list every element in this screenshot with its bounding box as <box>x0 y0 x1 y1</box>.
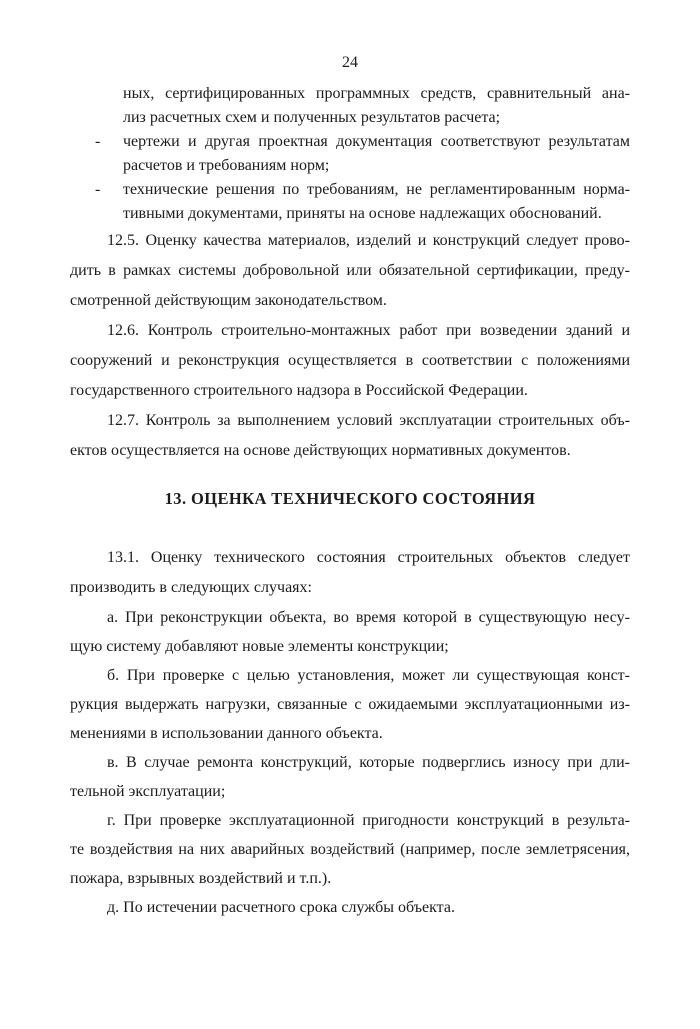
list-item-line: тивными документами, приняты на основе надлежащих обоснований. <box>123 205 602 222</box>
paragraph-line: д. По истечении расчетного срока службы объекта. <box>107 899 455 916</box>
paragraph-line: государственного строительного надзора в Российской Федерации. <box>70 382 528 399</box>
case-item-a <box>70 603 630 661</box>
requirements-list <box>70 82 630 226</box>
paragraph-line: дить в рамках системы добровольной или обязательной сертификации, преду- <box>70 262 630 279</box>
paragraph-12-7 <box>70 406 630 466</box>
paragraph-line: рукция выдержать нагрузки, связанные с ожидаемыми эксплуатационными из- <box>70 696 630 713</box>
list-item-line: чертежи и другая проектная документация соответствуют результатам <box>123 133 630 150</box>
list-item-continuation <box>70 82 630 130</box>
paragraph-12-5 <box>70 226 630 316</box>
page-number: 24 <box>342 54 358 71</box>
case-item-v <box>70 748 630 806</box>
paragraph-line: 12.7. Контроль за выполнением условий эксплуатации строительных объ- <box>107 412 630 429</box>
paragraph-line: щую систему добавляют новые элементы конструкции; <box>70 638 449 655</box>
case-item-d <box>70 893 630 922</box>
paragraph-line: 12.5. Оценку качества материалов, изделий и конструкций следует прово- <box>107 232 630 249</box>
paragraph-line: г. При проверке эксплуатационной пригодности конструкций в результа- <box>107 812 630 829</box>
paragraph-line: производить в следующих случаях: <box>70 579 312 596</box>
list-item-line: лиз расчетных схем и полученных результатов расчета; <box>123 109 501 126</box>
list-item-line: технические решения по требованиям, не регламентированным норма- <box>123 181 630 198</box>
paragraph-13-1 <box>70 543 630 603</box>
list-item <box>70 178 630 226</box>
list-item <box>70 130 630 178</box>
paragraph-line: 13.1. Оценку технического состояния строительных объектов следует <box>107 549 630 566</box>
page-content <box>70 82 630 922</box>
paragraph-12-6 <box>70 316 630 406</box>
paragraph-line: менениями в использовании данного объекта. <box>70 725 383 742</box>
paragraph-line: смотренной действующим законодательством. <box>70 292 387 309</box>
dash-bullet: - <box>95 181 101 198</box>
list-item-line: ных, сертифицированных программных средств, сравнительный ана- <box>123 85 630 102</box>
paragraph-line: ектов осуществляется на основе действующих нормативных документов. <box>70 442 571 459</box>
paragraph-line: те воздействия на них аварийных воздействий (например, после землетрясения, <box>70 841 630 858</box>
paragraph-line: сооружений и реконструкция осуществляется в соответствии с положениями <box>70 352 630 369</box>
paragraph-line: б. При проверке с целью установления, может ли существующая конст- <box>107 667 630 684</box>
section-13-heading: 13. ОЦЕНКА ТЕХНИЧЕСКОГО СОСТОЯНИЯ <box>164 489 536 508</box>
paragraph-line: 12.6. Контроль строительно-монтажных работ при возведении зданий и <box>107 322 630 339</box>
dash-bullet: - <box>95 133 101 150</box>
paragraph-line: пожара, взрывных воздействий и т.п.). <box>70 870 332 887</box>
case-item-b <box>70 661 630 748</box>
paragraph-line: тельной эксплуатации; <box>70 783 226 800</box>
paragraph-line: а. При реконструкции объекта, во время которой в существующую несу- <box>107 609 630 626</box>
list-item-line: расчетов и требованиям норм; <box>123 157 330 174</box>
case-item-g <box>70 806 630 893</box>
paragraph-line: в. В случае ремонта конструкций, которые подверглись износу при дли- <box>107 754 630 771</box>
